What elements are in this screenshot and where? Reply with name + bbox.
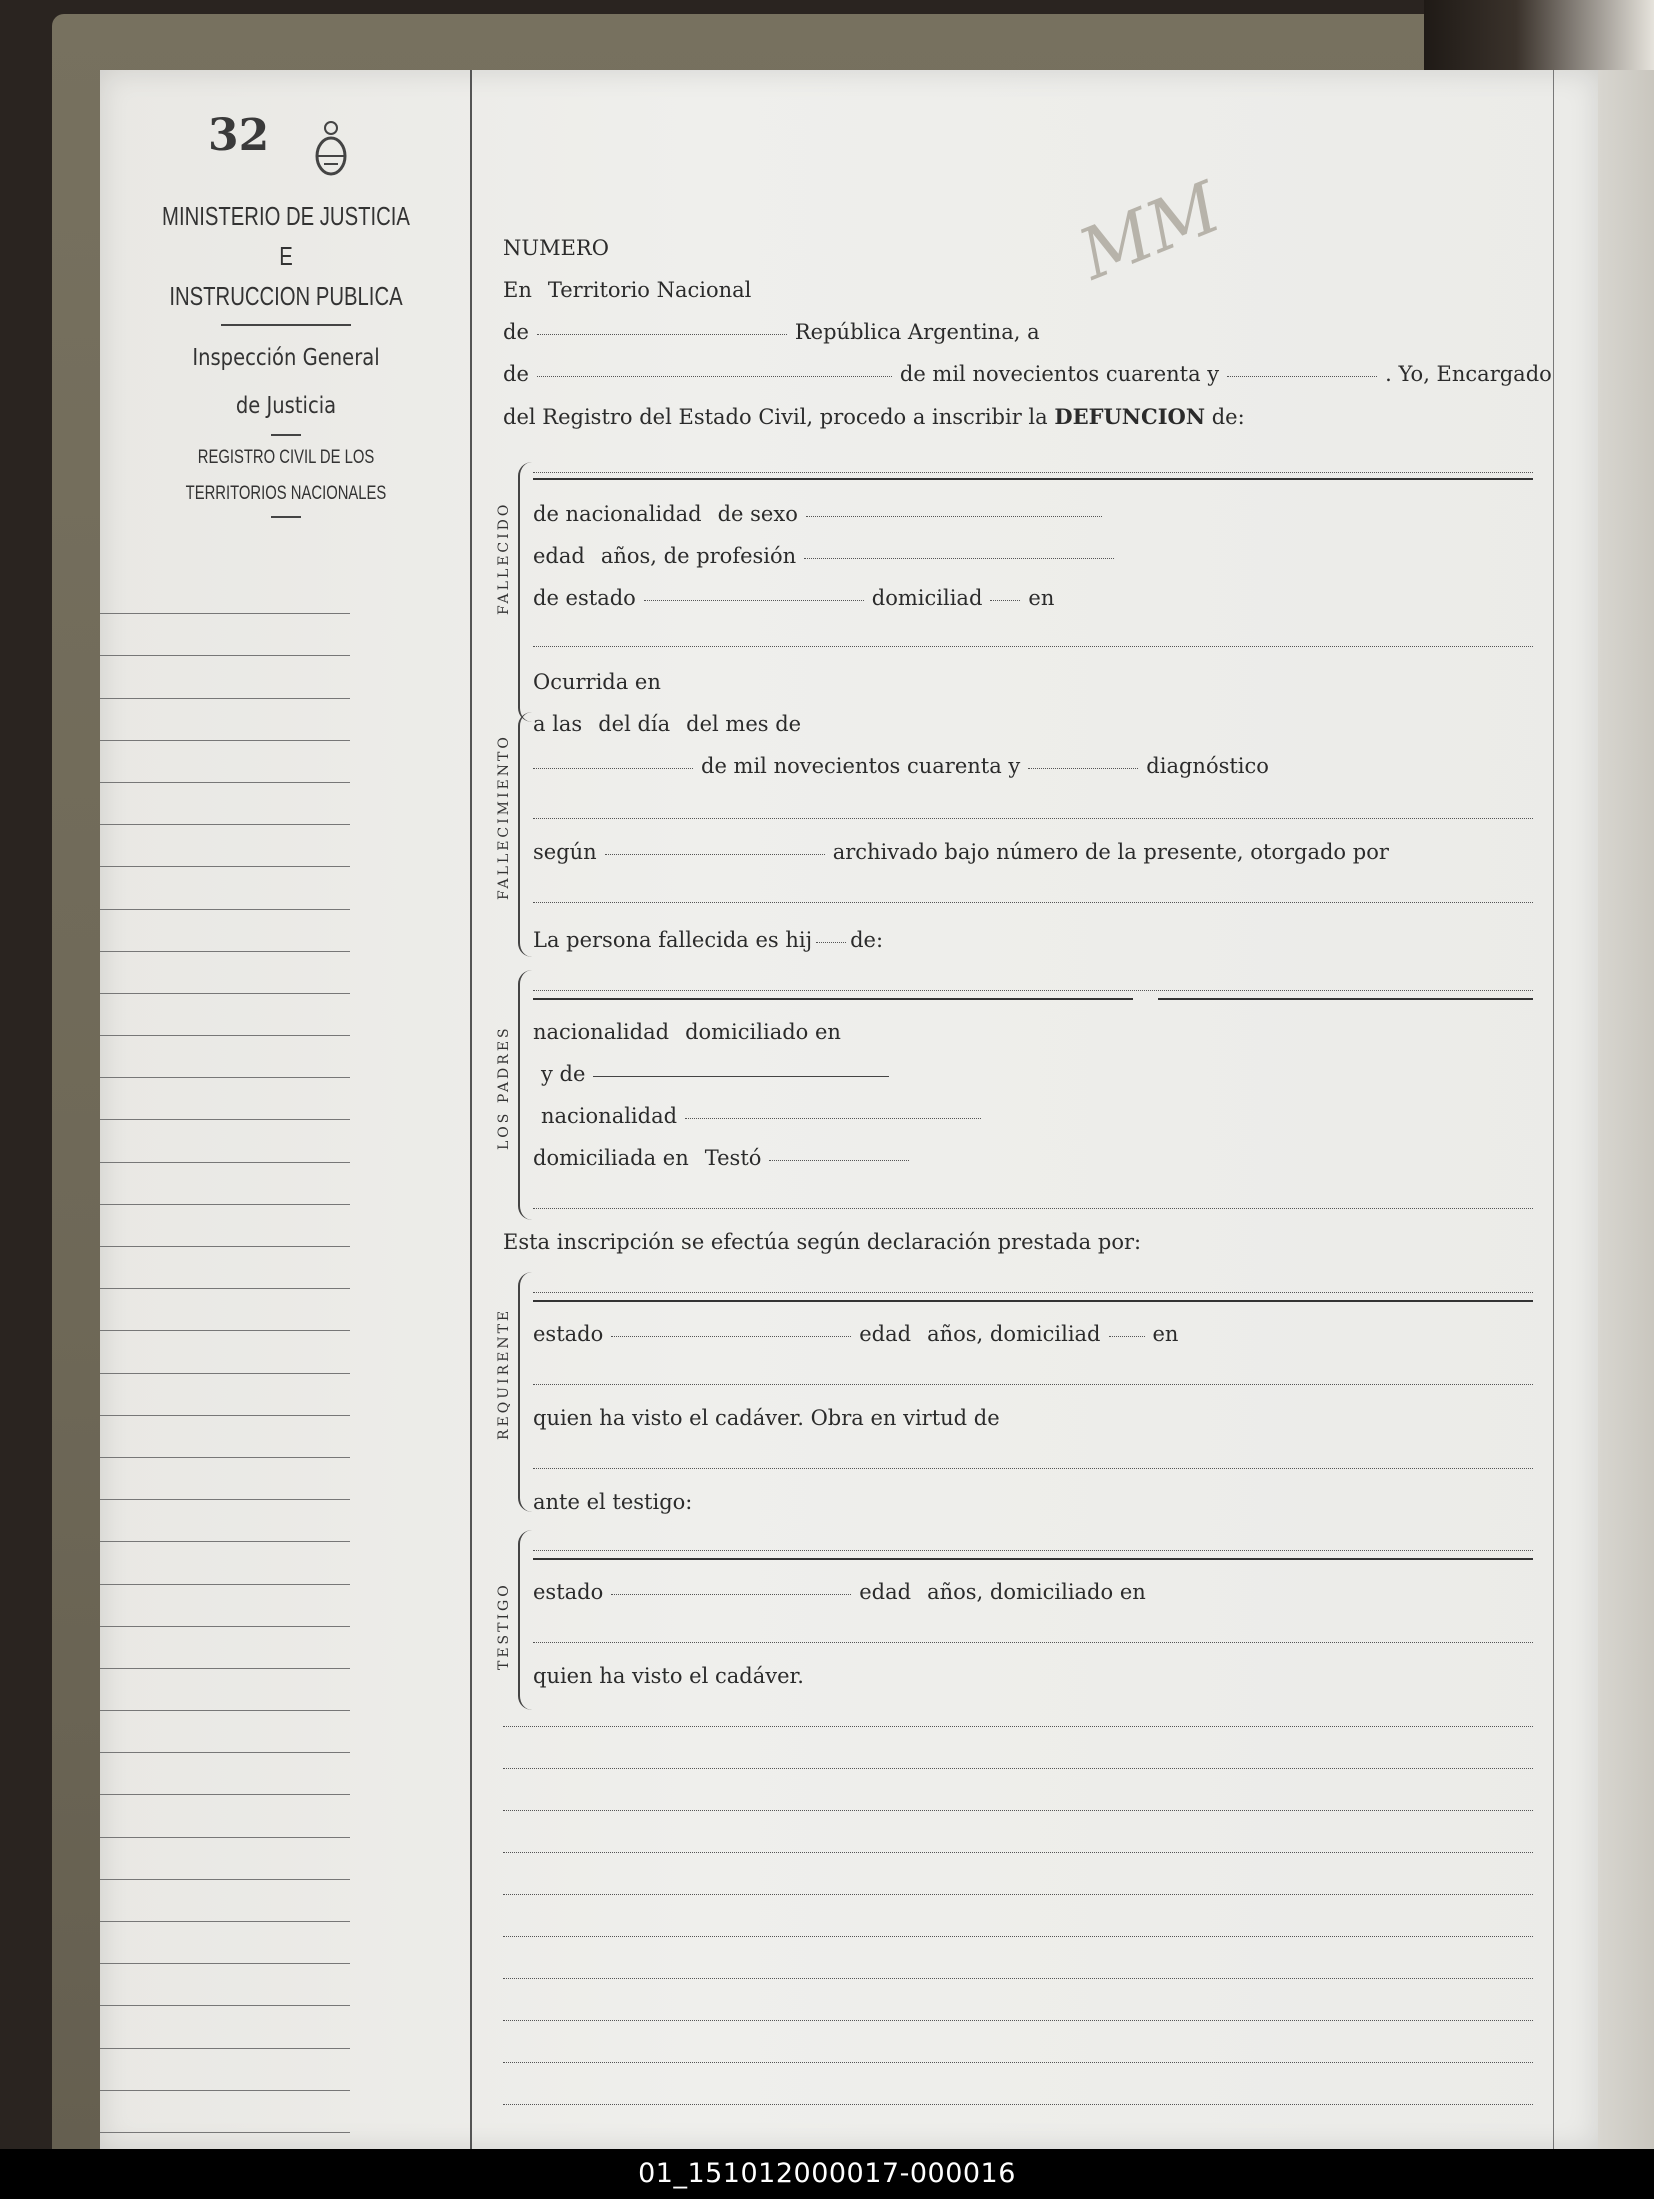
right-margin-line [1553, 70, 1554, 2150]
numero-line [503, 236, 1533, 260]
ministry-line2: E [279, 241, 293, 271]
divider [271, 434, 301, 436]
estado-label: estado [533, 1580, 604, 1604]
defuncion-label: DEFUNCION [1054, 404, 1206, 429]
gender-suffix-field[interactable] [990, 600, 1020, 601]
year-label: de mil novecientos cuarenta y [701, 754, 1021, 778]
sexo-field[interactable] [806, 516, 1102, 517]
inscripcion-line [503, 1230, 1533, 1254]
gender-suffix-field[interactable] [816, 942, 846, 943]
requirente-name-field[interactable] [533, 1292, 1533, 1293]
nacionalidad-field[interactable] [685, 1118, 981, 1119]
year-field[interactable] [1028, 768, 1138, 769]
madre-line [533, 1062, 1533, 1086]
rule [533, 1558, 1533, 1560]
name-field[interactable] [533, 472, 1533, 473]
margin-notes-lines [100, 572, 350, 2133]
rule [533, 998, 1133, 1000]
de-field[interactable] [537, 334, 787, 335]
domicilio-field[interactable] [533, 1384, 1533, 1385]
fallecimiento-label: FALLECIMIENTO [496, 734, 512, 900]
notes-line[interactable] [503, 2062, 1533, 2063]
notes-line[interactable] [503, 1810, 1533, 1811]
visto-label: quien ha visto el cadáver. [533, 1664, 804, 1688]
archivado-label: archivado bajo número de la presente, otorgado por [832, 840, 1389, 864]
testigo-visto-line [533, 1664, 1533, 1688]
inspection-line1: Inspección General [192, 345, 380, 371]
coat-of-arms-icon [312, 120, 350, 180]
anio-line [533, 754, 1533, 778]
numero-label: NUMERO [503, 236, 609, 260]
notes-line[interactable] [503, 1894, 1533, 1895]
padres-label: LOS PADRES [496, 1025, 512, 1150]
domiciliad-label: domiciliad [871, 586, 983, 610]
ministry-line3: INSTRUCCION PUBLICA [169, 281, 403, 311]
segun-field[interactable] [605, 854, 825, 855]
extra-line[interactable] [533, 1468, 1533, 1469]
profesion-label: años, de profesión [600, 544, 797, 568]
page-right-edge [1598, 70, 1654, 2150]
edad-line [533, 544, 1533, 568]
en-label: en [1152, 1322, 1179, 1346]
testigo-intro-line [533, 1490, 1533, 1514]
registry-line2: TERRITORIOS NACIONALES [185, 483, 387, 504]
estado-field[interactable] [611, 1594, 851, 1595]
nacionalidad-line [533, 502, 1533, 526]
hijo-label: La persona fallecida es hij [533, 928, 813, 952]
nacionalidad-label: de nacionalidad [533, 502, 702, 526]
de-label: de [503, 320, 529, 344]
edad-label: edad [533, 544, 585, 568]
estado-label: estado [533, 1322, 604, 1346]
estado-label: de estado [533, 586, 636, 610]
territorio-label: Territorio Nacional [547, 278, 752, 302]
testo-field[interactable] [769, 1160, 909, 1161]
encargado-label: . Yo, Encargado [1385, 362, 1552, 386]
notes-line[interactable] [503, 1852, 1533, 1853]
padre-name-field[interactable] [533, 990, 1533, 991]
del-dia-label: del día [598, 712, 671, 736]
requirente-visto-line [533, 1406, 1533, 1430]
madre-name-field[interactable] [593, 1076, 889, 1077]
death-record-form [496, 70, 1552, 2150]
requirente-label: REQUIRENTE [496, 1307, 512, 1440]
estado-field[interactable] [644, 600, 864, 601]
en-label: en [1028, 586, 1055, 610]
madre-domicilio-line [533, 1146, 1533, 1170]
year-line [503, 362, 1552, 386]
nacionalidad-label: nacionalidad [541, 1104, 678, 1128]
fallecido-label: FALLECIDO [496, 501, 512, 615]
notes-line[interactable] [503, 2104, 1533, 2105]
edad-label: edad [859, 1322, 912, 1346]
de-line [503, 320, 1533, 344]
extra-line[interactable] [533, 1208, 1533, 1209]
notes-line[interactable] [503, 1726, 1533, 1727]
ministry-header [100, 196, 472, 522]
testigo-bracket [518, 1530, 532, 1710]
ocurrida-line [533, 670, 1533, 694]
nacionalidad-label: nacionalidad [533, 1020, 670, 1044]
domiciliado-label: domiciliado en [685, 1020, 841, 1044]
testigo-label: TESTIGO [496, 1582, 512, 1670]
en-label: En [503, 278, 532, 302]
rule [533, 478, 1533, 480]
visto-label: quien ha visto el cadáver. Obra en virtud de [533, 1406, 1000, 1430]
ocurrida-label: Ocurrida en [533, 670, 661, 694]
sexo-label: de sexo [717, 502, 798, 526]
estado-field[interactable] [611, 1336, 851, 1337]
testigo-estado-line [533, 1580, 1533, 1604]
fallecido-bracket [518, 462, 532, 722]
a-las-label: a las [533, 712, 583, 736]
domiciliado-label: años, domiciliado en [927, 1580, 1146, 1604]
requirente-bracket [518, 1272, 532, 1512]
year-field[interactable] [1227, 376, 1377, 377]
page-number: 32 [208, 110, 270, 161]
del-mes-label: del mes de [686, 712, 802, 736]
padres-intro-line [533, 928, 1533, 952]
en-line [503, 278, 1533, 302]
year-label: de mil novecientos cuarenta y [899, 362, 1220, 386]
testigo-name-field[interactable] [533, 1550, 1533, 1551]
padre-nacionalidad-line [533, 1020, 1533, 1044]
mes-field[interactable] [533, 768, 693, 769]
estado-line [533, 586, 1533, 610]
edad-label: edad [859, 1580, 912, 1604]
registry-line1: REGISTRO CIVIL DE LOS [197, 447, 375, 468]
notes-line[interactable] [503, 1936, 1533, 1937]
registro-line [503, 404, 1533, 429]
extra-line[interactable] [533, 902, 1533, 903]
extra-line[interactable] [533, 818, 1533, 819]
republica-label: República Argentina, a [794, 320, 1040, 344]
de-label: de: [850, 928, 884, 952]
image-id-footer: 01_151012000017-000016 [0, 2149, 1654, 2199]
testigo-intro-label: ante el testigo: [533, 1490, 693, 1514]
domiciliad-label: años, domiciliad [927, 1322, 1101, 1346]
domiciliada-label: domiciliada en [533, 1146, 689, 1170]
de-label: de [503, 362, 529, 386]
ministry-line1: MINISTERIO DE JUSTICIA [162, 201, 410, 231]
profesion-field[interactable] [804, 558, 1114, 559]
notes-line[interactable] [503, 1978, 1533, 1979]
extra-line[interactable] [533, 646, 1533, 647]
requirente-estado-line [533, 1322, 1533, 1346]
segun-line [533, 840, 1533, 864]
handwritten-signature: MM [1067, 166, 1232, 296]
madre-nacionalidad-line [533, 1104, 1533, 1128]
notes-line[interactable] [503, 2020, 1533, 2021]
segun-label: según [533, 840, 597, 864]
y-de-label: y de [541, 1062, 586, 1086]
domicilio-field[interactable] [533, 1642, 1533, 1643]
testo-label: Testó [704, 1146, 762, 1170]
rule [533, 1300, 1533, 1302]
de-label: de: [1211, 405, 1245, 429]
fallecimiento-bracket [518, 712, 532, 957]
hora-line [533, 712, 1533, 736]
inspection-line2: de Justicia [235, 393, 337, 419]
divider [221, 324, 351, 326]
gender-suffix-field[interactable] [1109, 1336, 1145, 1337]
diagnostico-label: diagnóstico [1146, 754, 1269, 778]
registro-label: del Registro del Estado Civil, procedo a inscribir la [503, 405, 1048, 429]
padres-bracket [518, 970, 532, 1220]
month-field[interactable] [537, 376, 892, 377]
divider [271, 516, 301, 518]
inscripcion-label: Esta inscripción se efectúa según declaración prestada por: [503, 1230, 1142, 1254]
rule [1158, 998, 1533, 1000]
notes-line[interactable] [503, 1768, 1533, 1769]
